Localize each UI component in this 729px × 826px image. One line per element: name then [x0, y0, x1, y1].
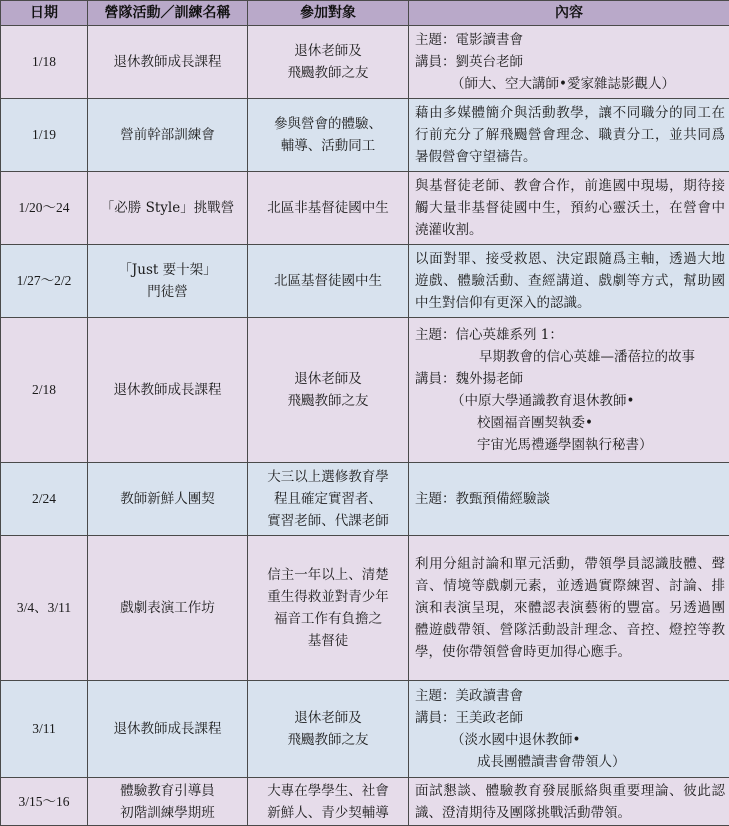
content-line: 成長團體讀書會帶領人） [415, 751, 725, 773]
participants-line: 退休老師及 [252, 40, 404, 62]
content-line: 主題：美政讀書會 [415, 685, 725, 707]
row-date: 1/18 [1, 26, 88, 99]
row-activity-name [88, 172, 248, 245]
participants-line: 程且確定實習者、 [252, 488, 404, 510]
participants-line: 大專在學學生、社會 [252, 780, 404, 802]
content-line: 講員：魏外揚老師 [415, 368, 725, 390]
row-date: 3/15～16 [1, 778, 88, 826]
row-participants [248, 172, 409, 245]
activity-name-line: 教師新鮮人團契 [92, 488, 243, 510]
row-participants [248, 245, 409, 318]
header-activity-name: 營隊活動／訓練名稱 [88, 1, 248, 26]
row-participants [248, 463, 409, 536]
activity-name-line: 「必勝 Style」挑戰營 [92, 197, 243, 219]
content-line: 主題：信心英雄系列 1： [415, 324, 725, 346]
table-row [1, 26, 729, 99]
row-content [409, 463, 729, 536]
participants-line: 基督徒 [252, 630, 404, 652]
row-date: 3/4、3/11 [1, 536, 88, 681]
content-paragraph: 以面對罪、接受救恩、決定跟隨爲主軸，透過大地遊戲、體驗活動、查經講道、戲劇等方式，幫助國中生對信仰有更深入的認識。 [415, 248, 725, 314]
row-activity-name [88, 26, 248, 99]
content-line: 講員：王美政老師 [415, 707, 725, 729]
table-row [1, 778, 729, 826]
row-participants [248, 778, 409, 826]
activity-name-line: 退休教師成長課程 [92, 379, 243, 401]
table-row [1, 318, 729, 463]
row-activity-name [88, 681, 248, 778]
header-date: 日期 [1, 1, 88, 26]
activity-name-line: 門徒營 [92, 281, 243, 303]
row-content [409, 778, 729, 826]
participants-line: 新鮮人、青少契輔導 [252, 802, 404, 824]
content-paragraph: 藉由多媒體簡介與活動教學，讓不同職分的同工在行前充分了解飛颺營會理念、職責分工，並共同爲暑假營會守望禱告。 [415, 102, 725, 168]
participants-line: 飛颺教師之友 [252, 729, 404, 751]
row-content [409, 536, 729, 681]
row-content [409, 172, 729, 245]
row-participants [248, 536, 409, 681]
participants-line: 信主一年以上、清楚 [252, 564, 404, 586]
row-activity-name [88, 536, 248, 681]
content-line: 主題：教甄預備經驗談 [415, 488, 725, 510]
participants-line: 飛颺教師之友 [252, 62, 404, 84]
participants-line: 退休老師及 [252, 707, 404, 729]
row-content [409, 318, 729, 463]
content-line: （師大、空大講師•愛家雜誌影觀人） [415, 73, 725, 95]
participants-line: 重生得救並對青少年 [252, 586, 404, 608]
row-activity-name [88, 99, 248, 172]
row-content [409, 681, 729, 778]
participants-line: 北區基督徒國中生 [252, 270, 404, 292]
activity-name-line: 初階訓練學期班 [92, 802, 243, 824]
activity-name-line: 「Just 要十架」 [92, 259, 243, 281]
table-row [1, 681, 729, 778]
row-date: 1/27～2/2 [1, 245, 88, 318]
content-paragraph: 與基督徒老師、教會合作，前進國中現場，期待接觸大量非基督徒國中生，預約心靈沃土，在營會中澆灌收割。 [415, 175, 725, 241]
participants-line: 輔導、活動同工 [252, 135, 404, 157]
row-date: 2/18 [1, 318, 88, 463]
row-activity-name [88, 245, 248, 318]
participants-line: 飛颺教師之友 [252, 390, 404, 412]
row-date: 1/20～24 [1, 172, 88, 245]
row-content [409, 26, 729, 99]
table-row [1, 172, 729, 245]
content-line: 早期教會的信心英雄—潘蓓拉的故事 [415, 346, 725, 368]
activity-name-line: 戲劇表演工作坊 [92, 597, 243, 619]
row-date: 3/11 [1, 681, 88, 778]
header-content: 內容 [409, 1, 729, 26]
row-activity-name [88, 318, 248, 463]
table-row [1, 99, 729, 172]
table-row [1, 245, 729, 318]
row-activity-name [88, 463, 248, 536]
row-participants [248, 318, 409, 463]
row-participants [248, 681, 409, 778]
header-participants: 參加對象 [248, 1, 409, 26]
content-line: （淡水國中退休教師• [415, 729, 725, 751]
participants-line: 大三以上選修教育學 [252, 466, 404, 488]
row-content [409, 99, 729, 172]
participants-line: 北區非基督徒國中生 [252, 197, 404, 219]
table-header-row [1, 1, 729, 26]
participants-line: 福音工作有負擔之 [252, 608, 404, 630]
content-line: 校園福音團契執委• [415, 412, 725, 434]
content-line: 宇宙光馬禮遜學園執行秘書） [415, 434, 725, 456]
content-paragraph: 面試懇談、體驗教育發展脈絡與重要理論、彼此認識、澄清期待及團隊挑戰活動帶領。 [415, 780, 725, 824]
content-line: 講員：劉英台老師 [415, 51, 725, 73]
activity-name-line: 營前幹部訓練會 [92, 124, 243, 146]
activity-name-line: 退休教師成長課程 [92, 51, 243, 73]
table-row [1, 463, 729, 536]
participants-line: 參與營會的體驗、 [252, 113, 404, 135]
participants-line: 退休老師及 [252, 368, 404, 390]
content-line: 主題：電影讀書會 [415, 29, 725, 51]
row-participants [248, 99, 409, 172]
row-activity-name [88, 778, 248, 826]
activity-name-line: 退休教師成長課程 [92, 718, 243, 740]
activity-name-line: 體驗教育引導員 [92, 780, 243, 802]
table-row [1, 536, 729, 681]
participants-line: 實習老師、代課老師 [252, 510, 404, 532]
row-participants [248, 26, 409, 99]
content-paragraph: 利用分組討論和單元活動，帶領學員認識肢體、聲音、情境等戲劇元素，並透過實際練習、討論、排演和表演呈現，來體認表演藝術的豐富。另透過團體遊戲帶領、營隊活動設計理念、音控、燈控等教學，使你帶領營會時更加得心應手。 [415, 553, 725, 663]
content-line: （中原大學通識教育退休教師• [415, 390, 725, 412]
row-date: 1/19 [1, 99, 88, 172]
row-date: 2/24 [1, 463, 88, 536]
row-content [409, 245, 729, 318]
